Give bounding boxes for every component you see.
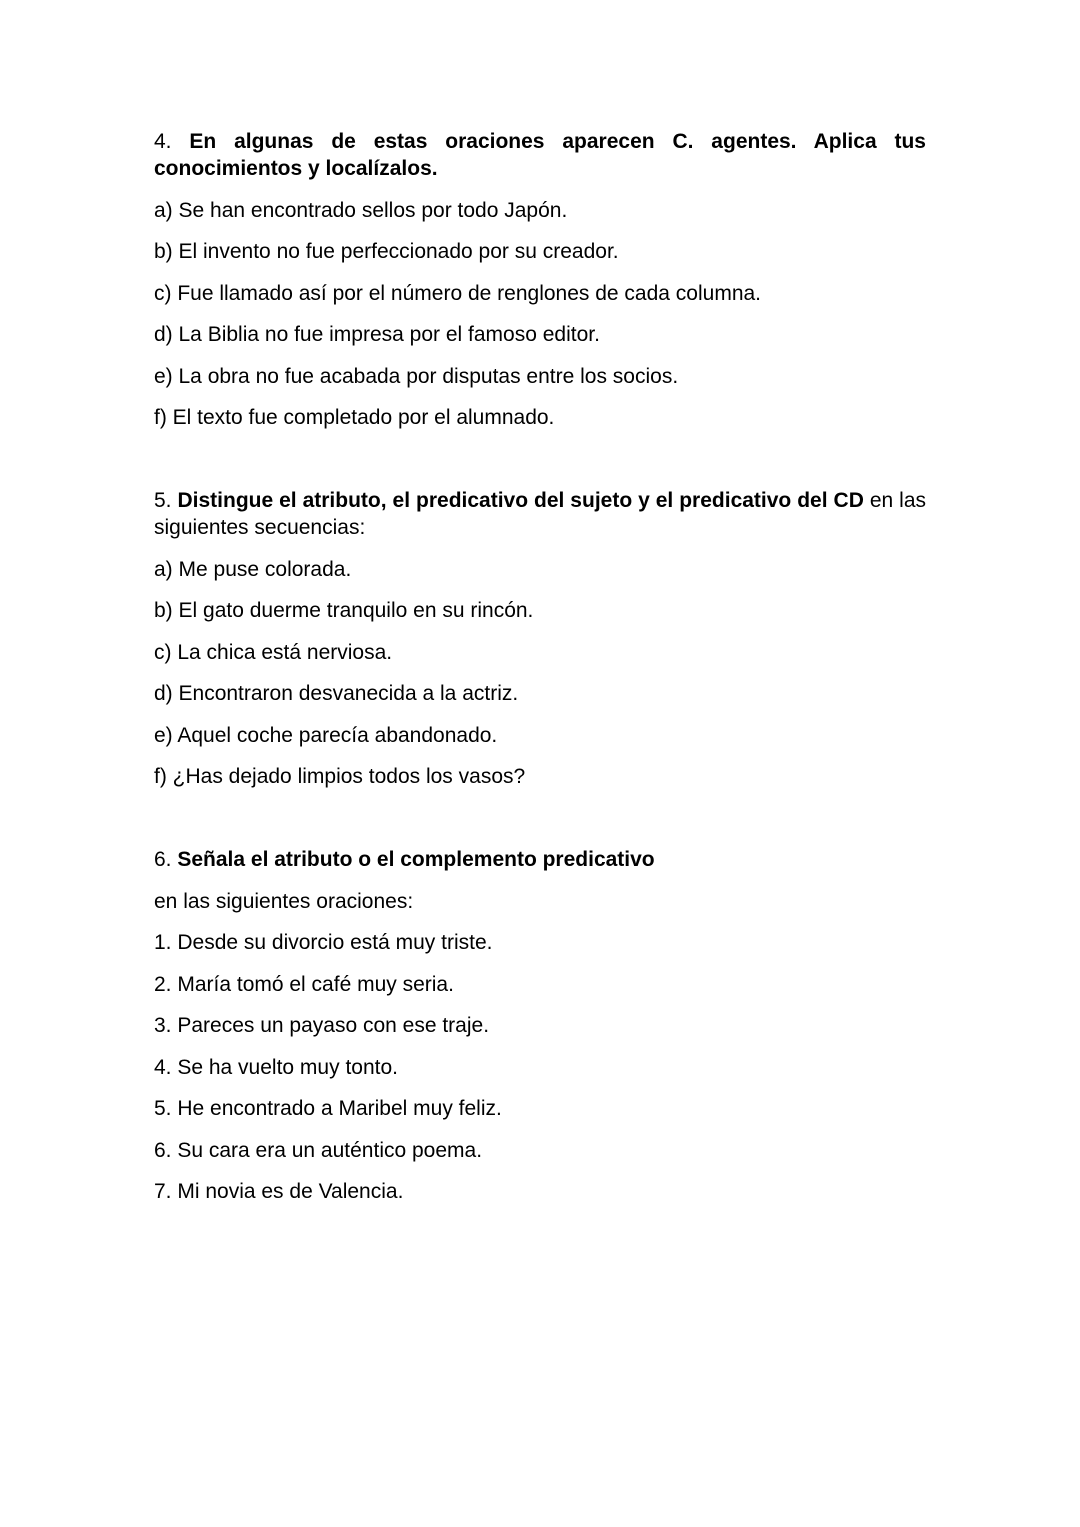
exercise-6-instruction [154,846,926,873]
exercise-6-items [154,929,926,1205]
list-item: 2. María tomó el café muy seria. [154,972,454,996]
exercise-5-instruction-rest: en las siguientes secuencias: [154,489,926,539]
list-item: 6. Su cara era un auténtico poema. [154,1138,483,1162]
exercise-5-instruction-bold: Distingue el atributo, el predicativo del sujeto y el predicativo del CD [177,489,864,512]
list-item: 4. Se ha vuelto muy tonto. [154,1055,398,1079]
list-item: f) El texto fue completado por el alumnado. [154,406,555,429]
exercise-5-number: 5. [154,489,172,512]
exercise-4 [154,128,926,431]
list-item: c) La chica está nerviosa. [154,640,393,664]
list-item: 7. Mi novia es de Valencia. [154,1180,404,1203]
list-item: b) El invento no fue perfeccionado por su creador. [154,240,619,263]
list-item: 3. Pareces un payaso con ese traje. [154,1014,490,1037]
exercise-4-instruction [154,128,926,182]
exercise-6 [154,846,926,1205]
list-item: a) Me puse colorada. [154,557,352,581]
list-item: 5. He encontrado a Maribel muy feliz. [154,1097,502,1120]
list-item: d) Encontraron desvanecida a la actriz. [154,682,519,705]
list-item: d) La Biblia no fue impresa por el famoso editor. [154,323,600,346]
exercise-4-instruction-bold: En algunas de estas oraciones aparecen C. agentes. Aplica tus conocimientos y localízalos. [154,130,926,180]
list-item: f) ¿Has dejado limpios todos los vasos? [154,765,526,788]
list-item: b) El gato duerme tranquilo en su rincón. [154,599,534,622]
list-item: e) Aquel coche parecía abandonado. [154,723,498,747]
exercise-5 [154,487,926,790]
exercise-4-number: 4. [154,130,172,153]
exercise-4-items [154,197,926,432]
exercise-5-items [154,556,926,791]
exercise-6-number: 6. [154,848,172,871]
list-item: c) Fue llamado así por el número de renglones de cada columna. [154,281,762,305]
exercise-6-instruction-bold: Señala el atributo o el complemento predicativo [177,848,655,871]
list-item: a) Se han encontrado sellos por todo Japón. [154,198,568,222]
list-item: 1. Desde su divorcio está muy triste. [154,931,493,954]
exercise-5-instruction [154,487,926,541]
list-item: e) La obra no fue acabada por disputas entre los socios. [154,364,679,388]
exercise-6-instruction-rest: en las siguientes oraciones: [154,889,414,913]
